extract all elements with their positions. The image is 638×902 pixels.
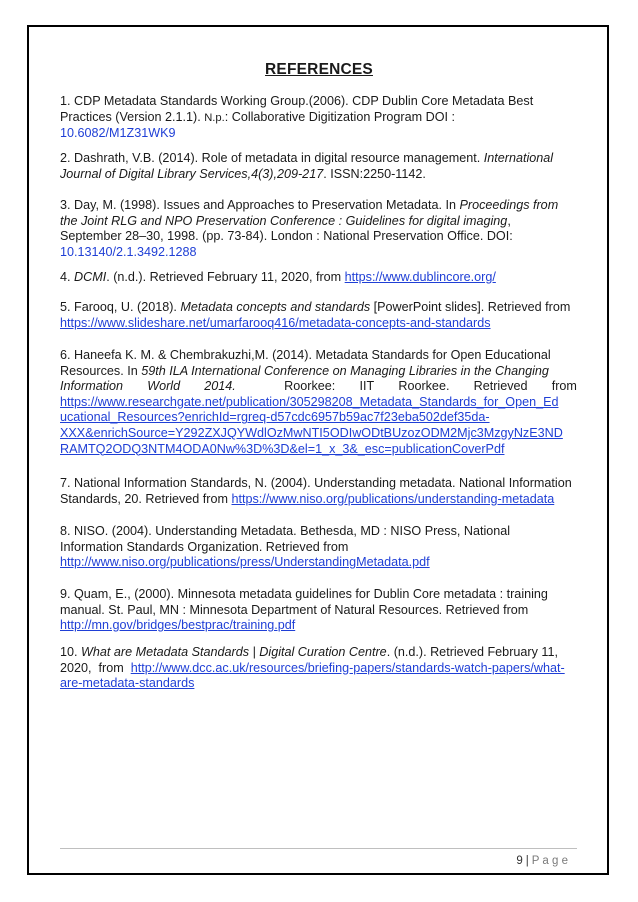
ref-6-word: World	[147, 379, 181, 394]
ref-1-publisher: : Collaborative Digitization Program DOI :	[224, 109, 456, 124]
ref-2-journal-detail: Journal of Digital Library Services,4(3),209-217	[60, 166, 324, 181]
ref-6-word: IIT	[359, 379, 375, 394]
ref-9-manual: manual. St. Paul, MN : Minnesota Department of Natural Resources. Retrieved from	[60, 602, 529, 617]
ref-2-issn: . ISSN:2250-1142.	[323, 166, 426, 181]
reference-7	[60, 476, 577, 507]
ref-8-link[interactable]: http://www.niso.org/publications/press/UnderstandingMetadata.pdf	[60, 555, 430, 570]
ref-4-title: DCMI	[74, 270, 107, 284]
ref-10-number: 10.	[60, 645, 82, 659]
ref-6-word: Roorkee:	[284, 379, 336, 394]
ref-10-year: 2020, from	[60, 660, 131, 675]
ref-6-link[interactable]: ucational_Resources?enrichId=rgreq-d57cdc6957b59ac7f23eba502def35da-	[60, 410, 490, 425]
ref-5-retrieved: [PowerPoint slides]. Retrieved from	[370, 300, 571, 314]
ref-5-text: 5. Farooq, U. (2018).	[60, 300, 181, 314]
reference-2	[60, 151, 577, 182]
reference-1	[60, 94, 577, 142]
ref-8-text: 8. NISO. (2004). Understanding Metadata. Bethesda, MD : NISO Press, National	[60, 524, 511, 538]
ref-9-link[interactable]: http://mn.gov/bridges/bestprac/training.pdf	[60, 618, 296, 633]
ref-6-word: Retrieved	[473, 379, 528, 394]
ref-2-text: 2. Dashrath, V.B. (2014). Role of metadata in digital resource management.	[60, 151, 484, 165]
ref-4-text: . (n.d.). Retrieved February 11, 2020, from	[106, 270, 345, 284]
reference-3	[60, 198, 577, 260]
page-separator: |	[525, 855, 529, 867]
ref-1-line-2: Practices (Version 2.1.1).	[60, 109, 205, 124]
ref-5-link[interactable]: https://www.slideshare.net/umarfarooq416/metadata-concepts-and-standards	[60, 315, 491, 330]
ref-3-date-location: September 28–30, 1998. (pp. 73-84). London : National Preservation Office. DOI:	[60, 229, 513, 244]
reference-5	[60, 300, 577, 331]
ref-8-organization: Information Standards Organization. Retrieved from	[60, 539, 349, 554]
ref-10-link[interactable]: are-metadata-standards	[60, 676, 195, 691]
footer-divider	[60, 848, 577, 849]
ref-1-line-1: 1. CDP Metadata Standards Working Group.(2006). CDP Dublin Core Metadata Best	[60, 94, 534, 108]
ref-6-word: Roorkee.	[398, 379, 450, 394]
ref-6-link[interactable]: RAMTQ2ODQ3NTM4ODA0Nw%3D%3D&el=1_x_3&_esc=publicationCoverPdf	[60, 441, 505, 456]
ref-6-conference: 59th ILA International Conference on Managing Libraries in the Changing	[141, 363, 549, 378]
ref-3-text: 3. Day, M. (1998). Issues and Approaches to Preservation Metadata. In	[60, 198, 460, 212]
ref-3-proceedings-title: the Joint RLG and NPO Preservation Conference : Guidelines for digital imaging	[60, 213, 508, 228]
ref-6-resources: Resources. In	[60, 363, 142, 378]
page-number-value: 9	[516, 855, 523, 867]
ref-6-word: Information	[60, 379, 123, 394]
ref-3-doi: 10.13140/2.1.3492.1288	[60, 244, 197, 259]
ref-10-title: What are Metadata Standards | Digital Curation Centre	[81, 645, 387, 659]
ref-4-number: 4.	[60, 270, 75, 284]
ref-10-text: . (n.d.). Retrieved February 11,	[386, 645, 558, 659]
ref-7-text: 7. National Information Standards, N. (2004). Understanding metadata. National Information	[60, 476, 572, 490]
reference-8	[60, 524, 577, 571]
ref-6-text: 6. Haneefa K. M. & Chembrakuzhi,M. (2014). Metadata Standards for Open Educational	[60, 348, 551, 362]
ref-10-link[interactable]: http://www.dcc.ac.uk/resources/briefing-papers/standards-watch-papers/what-	[130, 660, 565, 675]
page-label: P a g e	[531, 855, 568, 867]
ref-4-link[interactable]: https://www.dublincore.org/	[344, 270, 496, 284]
ref-9-text: 9. Quam, E., (2000). Minnesota metadata guidelines for Dublin Core metadata : training	[60, 587, 548, 601]
ref-6-link[interactable]: XXX&enrichSource=Y292ZXJQYWdlOzMwNTI5ODIwODtBUzozODM2Mjc3MzgyNzE3ND	[60, 425, 563, 440]
ref-7-retrieved: Standards, 20. Retrieved from	[60, 491, 232, 506]
reference-4	[60, 270, 577, 286]
references-heading: REFERENCES	[265, 61, 373, 78]
ref-6-link[interactable]: https://www.researchgate.net/publication/305298208_Metadata_Standards_for_Open_Ed	[60, 394, 559, 409]
reference-10	[60, 645, 577, 692]
ref-7-link[interactable]: https://www.niso.org/publications/understanding-metadata	[231, 491, 555, 506]
ref-6-word: 2014.	[204, 379, 236, 394]
reference-9	[60, 587, 577, 634]
ref-1-doi: 10.6082/M1Z31WK9	[60, 126, 176, 141]
ref-1-np: N.p.	[204, 111, 225, 124]
reference-6	[60, 348, 577, 457]
ref-6-justified-line	[60, 379, 577, 395]
ref-3-proceedings: Proceedings from	[459, 198, 559, 212]
page-number	[516, 855, 568, 867]
ref-5-title: Metadata concepts and standards	[180, 300, 371, 314]
ref-6-word: from	[551, 379, 577, 394]
ref-2-journal: International	[483, 151, 554, 165]
ref-3-comma: ,	[507, 213, 511, 228]
